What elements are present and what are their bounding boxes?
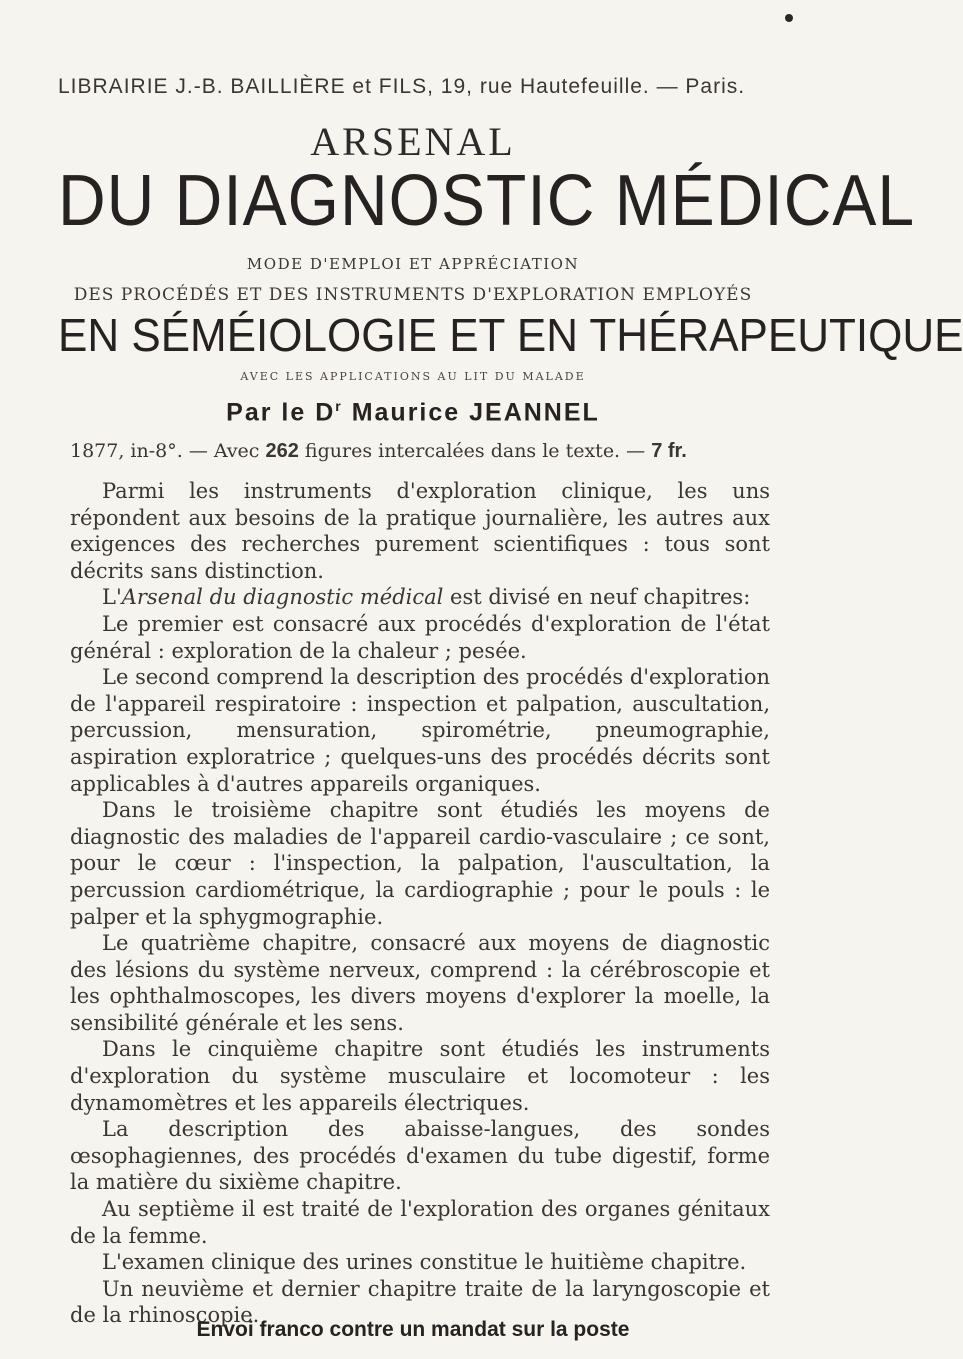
paragraph-p5 xyxy=(70,797,770,930)
subtitle-line-3: EN SÉMÉIOLOGIE ET EN THÉRAPEUTIQUE xyxy=(58,310,963,362)
paragraph-text: Le quatrième chapitre, consacré aux moyens de diagnostic des lésions du système nerveux, comprend : la cérébroscopie et les ophthalmoscopes, les divers moyens d'explorer la moelle, la sensibilité générale et les sens. xyxy=(70,931,770,1035)
paragraph-text: Arsenal du diagnostic médical xyxy=(121,585,444,610)
body-text xyxy=(70,478,770,1329)
paragraph-p3 xyxy=(70,611,770,664)
title-line-2: DU DIAGNOSTIC MÉDICAL xyxy=(58,159,916,241)
book-info-price: 7 fr. xyxy=(651,440,687,462)
book-info-text: 1877, in-8°. — Avec xyxy=(70,440,260,462)
subtitle-line-2: DES PROCÉDÉS ET DES INSTRUMENTS D'EXPLORATION EMPLOYÉS xyxy=(73,285,753,305)
paragraph-text: L' xyxy=(102,585,122,610)
ink-dot xyxy=(785,14,793,22)
paragraph-p10 xyxy=(70,1249,770,1276)
paragraph-text: Le premier est consacré aux procédés d'exploration de l'état général : exploration de la chaleur ; pesée. xyxy=(70,611,770,663)
book-info-text-2: figures intercalées dans le texte. — xyxy=(304,440,646,462)
paragraph-p7 xyxy=(70,1036,770,1116)
paragraph-p1 xyxy=(70,478,770,584)
paragraph-text: est divisé en neuf chapitres: xyxy=(443,585,751,610)
book-info xyxy=(70,440,770,463)
paragraph-p2 xyxy=(70,584,770,611)
subtitle-line-4: AVEC LES APPLICATIONS AU LIT DU MALADE xyxy=(240,370,586,383)
paragraph-p6 xyxy=(70,930,770,1036)
book-info-figures: 262 xyxy=(265,440,299,462)
paragraph-p4 xyxy=(70,664,770,797)
paragraph-text: Dans le troisième chapitre sont étudiés les moyens de diagnostic des maladies de l'appareil cardio-vasculaire ; ce sont, pour le cœur : l'inspection, la palpation, l'auscultation, la percussion cardiométrique, la cardiographie ; pour le pouls : le palper et la sphygmographie. xyxy=(70,798,770,929)
paragraph-text: Parmi les instruments d'exploration clinique, les uns répondent aux besoins de la pratique journalière, les autres aux exigences des recherches purement scientifiques : tous sont décrits sans distinction. xyxy=(70,479,770,583)
publisher-line: LIBRAIRIE J.-B. BAILLIÈRE et FILS, 19, rue Hautefeuille. — Paris. xyxy=(58,75,746,98)
paragraph-p8 xyxy=(70,1116,770,1196)
paragraph-p9 xyxy=(70,1196,770,1249)
author-prefix: Par le D xyxy=(226,398,336,427)
paragraph-text: Le second comprend la description des procédés d'exploration de l'appareil respiratoire : inspection et palpation, auscultation, percussion, mensuration, spirométrie, pneumographie, aspiration exploratrice ; quelques-uns des procédés décrits sont applicables à d'autres appareils organiques. xyxy=(70,665,770,796)
paragraph-text: L'examen clinique des urines constitue le huitième chapitre. xyxy=(102,1250,747,1275)
paragraph-text: La description des abaisse-langues, des sondes œsophagiennes, des procédés d'examen du tube digestif, forme la matière du sixième chapitre. xyxy=(70,1117,770,1195)
paragraph-text: Dans le cinquième chapitre sont étudiés les instruments d'exploration du système musculaire et locomoteur : les dynamomètres et les appareils électriques. xyxy=(70,1037,770,1115)
author-line xyxy=(58,398,768,427)
title-line-1: ARSENAL xyxy=(310,119,516,164)
footer-note: Envoi franco contre un mandat sur la poste xyxy=(196,1318,630,1341)
paragraph-text: Au septième il est traité de l'exploration des organes génitaux de la femme. xyxy=(70,1197,770,1248)
paragraph-text: Un neuvième et dernier chapitre traite de la laryngoscopie et de la rhinoscopie. xyxy=(70,1276,770,1328)
author-prefix-sup: r xyxy=(335,398,343,414)
author-name: Maurice JEANNEL xyxy=(351,398,600,427)
subtitle-line-1: MODE D'EMPLOI ET APPRÉCIATION xyxy=(246,255,580,273)
